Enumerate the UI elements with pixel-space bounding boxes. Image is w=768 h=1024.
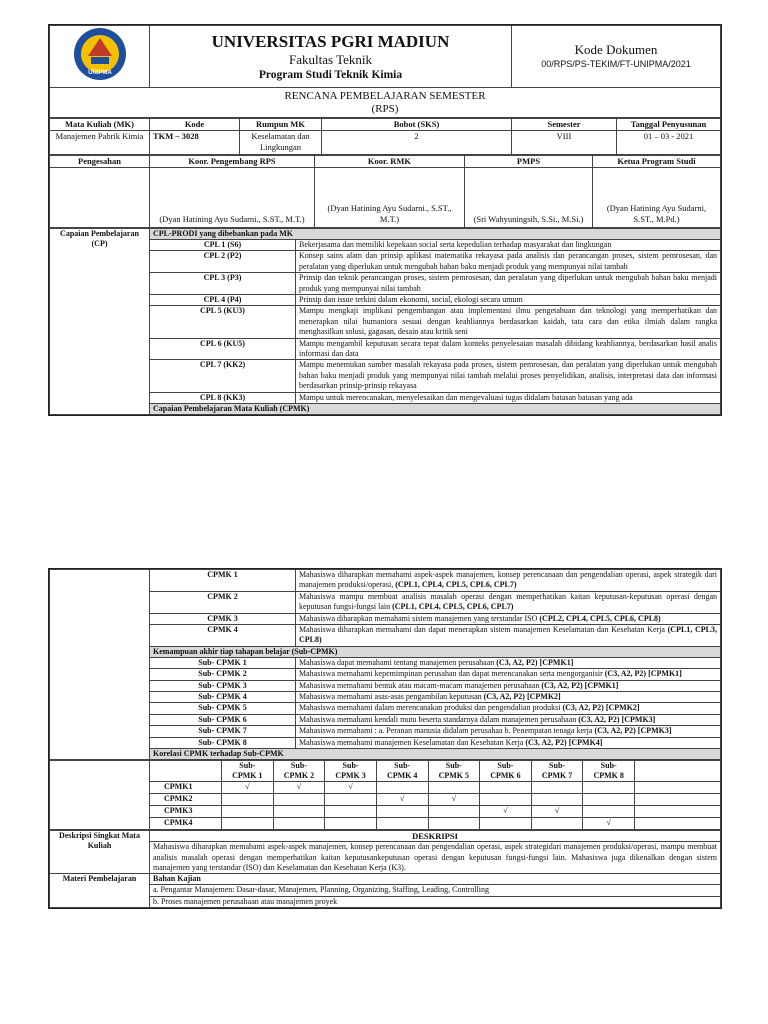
- logo-text: UNIPMA: [87, 70, 112, 76]
- matrix-cell: [325, 794, 377, 806]
- check-mark-icon: √: [531, 806, 583, 818]
- rps-page-2: [48, 568, 722, 909]
- signature-koor-rmk: (Dyan Hatining Ayu Sudarni., S.ST., M.T.): [315, 168, 465, 228]
- description-table: [49, 830, 721, 908]
- col-header-bobot: Bobot (SKS): [322, 119, 512, 131]
- matrix-cell: [480, 782, 532, 794]
- matrix-cell: [376, 818, 428, 830]
- table-row: Sub- CPMK 8 Mahasiswa memahami manajemen Keselamatan dan Kesehatan Kerja (C3, A2, P2) [CPMK4]: [50, 737, 721, 748]
- university-name: UNIVERSITAS PGRI MADIUN: [211, 31, 450, 51]
- matrix-cell: [531, 794, 583, 806]
- table-row: CPL 4 (P4) Prinsip dan issue terkini dalam ekonomi, social, ekologi secara umum: [50, 295, 721, 306]
- matrix-cell: [428, 806, 480, 818]
- table-row: CPL 1 (S6) Bekerjasama dan memiliki kepekaan social serta kepedulian terhadap masyarakat dan lingkungan: [50, 240, 721, 251]
- doc-code-label: Kode Dokumen: [574, 42, 658, 57]
- table-row: CPL 3 (P3) Prinsip dan teknik perancangan proses, sistem pemrosesan, dan peralatan yang diperlukan untuk mengubah bahan baku menjadi produk yang mempunyai nilai tambah: [50, 273, 721, 295]
- table-row: CPL 5 (KU3) Mampu mengkaji implikasi pengembangan atau implementasi ilmu pengetahuan dan teknologi yang memperhatikan dan menerapkan nilai humaniora sesuai dengan keahliannya berdasarkan kaidah, tata cara dan etika ilmiah dalam rangka menghasilkan solusi, gagasan, desain atau kritik seni: [50, 306, 721, 338]
- table-row: Sub- CPMK 6 Mahasiswa memahami kendali mutu beserta standarnya dalam manajemen perusahaan (C3, A2, P2) [CPMK3]: [50, 714, 721, 725]
- matrix-cell: [273, 818, 325, 830]
- col-header-mk: Mata Kuliah (MK): [50, 119, 150, 131]
- table-row: Sub- CPMK 4 Mahasiswa memahami asas-asas pengambilan keputusan (C3, A2, P2) [CPMK2]: [50, 692, 721, 703]
- matrix-cell: [273, 806, 325, 818]
- course-semester: VIII: [512, 131, 617, 155]
- approval-col-koor-rps: Koor. Pengembang RPS: [150, 156, 315, 168]
- rps-page-1: [48, 24, 722, 416]
- col-header-tanggal: Tanggal Penyusunan: [617, 119, 721, 131]
- col-header-semester: Semester: [512, 119, 617, 131]
- matrix-col-header: Sub- CPMK 8: [583, 761, 635, 782]
- correlation-matrix: [49, 760, 721, 830]
- approval-col-koor-rmk: Koor. RMK: [315, 156, 465, 168]
- matrix-cell: [222, 818, 274, 830]
- matrix-cell: [480, 794, 532, 806]
- table-row: CPMK 3 Mahasiswa diharapkan memahami sistem manajemen yang terstandar ISO (CPL2, CPL4, CPL5, CPL6, CPL8): [50, 613, 721, 624]
- check-mark-icon: √: [222, 782, 274, 794]
- cpl-section-header: CPL-PRODI yang dibebankan pada MK: [150, 229, 721, 240]
- table-row: Sub- CPMK 5 Mahasiswa memahami dalam merencanakan produksi dan pengendalian produksi (C3, A2, P2) [CPMK2]: [50, 703, 721, 714]
- approval-header: Pengesahan: [50, 156, 150, 168]
- check-mark-icon: √: [273, 782, 325, 794]
- description-text: Mahasiswa diharapkan memahami aspek-aspek manajemen, konsep perencanaan dan pengendalian operasi, aspek strategidari manajemen produksi/operasi, mampu membuat analisis masalah operasi dengan memperhatikan kaitan keputusankeputusan operasi dengan keputusan fungsi-fungsi lain. Mahasiswa juga dikenalkan dengan sistem manajemen yang terstandar (ISO) dan Keselamatan dan Kesehatan Kerja (K3).: [150, 842, 721, 874]
- table-row: Sub- CPMK 1 Mahasiswa dapat memahami tentang manajemen perusahaan (C3, A2, P2) [CPMK1]: [50, 657, 721, 668]
- table-row: [50, 782, 721, 794]
- matrix-cell: [583, 782, 635, 794]
- matrix-cell: [325, 806, 377, 818]
- table-row: CPMK 4 Mahasiswa diharapkan memahami dan dapat menerapkan sistem manajemen Keselamatan dan Kesehatan Kerja (CPL1, CPL3, CPL8): [50, 625, 721, 647]
- matrix-cell: [222, 806, 274, 818]
- course-code: TKM – 3028: [150, 131, 240, 155]
- col-header-rumpun: Rumpun MK: [240, 119, 322, 131]
- list-item: a. Pengantar Manajemen: Dasar-dasar, Manajemen, Planning, Organizing, Staffing, Leading, Controlling: [150, 885, 721, 896]
- matrix-cell: [222, 794, 274, 806]
- matrix-section-header: Korelasi CPMK terhadap Sub-CPMK: [150, 749, 721, 760]
- matrix-cell: [376, 806, 428, 818]
- check-mark-icon: √: [376, 794, 428, 806]
- materi-header: Bahan Kajian: [150, 874, 721, 885]
- check-mark-icon: √: [480, 806, 532, 818]
- matrix-col-header: Sub- CPMK 5: [428, 761, 480, 782]
- table-row: CPMK 2 Mahasiswa mampu membuat analisis masalah operasi dengan memperhatikan kaitan keputusan-keputusan operasi dengan keputusan fungsi-fungsi lain (CPL1, CPL4, CPL5, CPL6, CPL7): [50, 591, 721, 613]
- table-row: CPL 8 (KK3) Mampu untuk merencanakan, menyelesaikan dan mengevaluasi tugas didalam batasan batasan yang ada: [50, 392, 721, 403]
- cpmk-table: [49, 569, 721, 760]
- table-row: Sub- CPMK 7 Mahasiswa memahami : a. Peranan manusia didalam perusahaa b. Penempatan tenaga kerja (C3, A2, P2) [CPMK3]: [50, 726, 721, 737]
- unipma-logo-icon: [72, 26, 128, 82]
- table-row: CPL 7 (KK2) Mampu menemukan sumber masalah rekayasa pada proses, sistem pemrosesan, dan peralatan yang diperlukan untuk mengubah bahan baku menjadi produk yang mempunyai nilai tambah melalui proses penyelidikan, analisis, interpretasi data dan informasi berdasarkan prinsip-prinsip rekayasa: [50, 360, 721, 392]
- signature-pmps: (Sri Wahyuningsih, S.Si., M.Si.): [465, 168, 593, 228]
- table-row: CPMK 1 Mahasiswa diharapkan memahami aspek-aspek manajemen, konsep perencanaan dan pengendalian operasi, aspek strategik dari manajemen produksi/operasi, (CPL1, CPL4, CPL5, CPL6, CPL7): [50, 570, 721, 592]
- table-row: Sub- CPMK 3 Mahasiswa memahami bentuk atau macam-macam manajemen perusahaan (C3, A2, P2) [CPMK1]: [50, 680, 721, 691]
- cp-side-label: Capaian Pembelajaran (CP): [50, 229, 150, 415]
- table-row: [50, 794, 721, 806]
- matrix-row-label: CPMK4: [150, 818, 222, 830]
- matrix-cell: [428, 818, 480, 830]
- doc-code-value: 00/RPS/PS-TEKIM/FT-UNIPMA/2021: [541, 59, 691, 69]
- course-info-table: [49, 118, 721, 155]
- matrix-row-label: CPMK1: [150, 782, 222, 794]
- rps-title: RENCANA PEMBELAJARAN SEMESTER (RPS): [50, 88, 721, 118]
- matrix-col-header: Sub- CPMK 2: [273, 761, 325, 782]
- materi-side-label: Materi Pembelajaran: [50, 874, 150, 908]
- course-sks: 2: [322, 131, 512, 155]
- document-header: [49, 25, 721, 118]
- description-header: DESKRIPSI: [150, 831, 721, 842]
- course-date: 01 – 03 - 2021: [617, 131, 721, 155]
- faculty-name: Fakultas Teknik: [289, 51, 372, 67]
- matrix-cell: [480, 818, 532, 830]
- matrix-cell: [325, 818, 377, 830]
- matrix-col-header: Sub- CPMK 7: [531, 761, 583, 782]
- title-block: [150, 26, 512, 88]
- table-row: [50, 806, 721, 818]
- approval-col-pmps: PMPS: [465, 156, 593, 168]
- matrix-col-header: Sub- CPMK 4: [376, 761, 428, 782]
- matrix-cell: [583, 806, 635, 818]
- col-header-kode: Kode: [150, 119, 240, 131]
- matrix-col-header: Sub- CPMK 6: [480, 761, 532, 782]
- matrix-row-label: CPMK2: [150, 794, 222, 806]
- matrix-cell: [531, 782, 583, 794]
- table-row: CPL 6 (KU5) Mampu mengambil keputusan secara tepat dalam konteks penyelesaian masalah dibidang keahliannya, berdasarkan hasil analis informasi dan data: [50, 338, 721, 360]
- table-row: Sub- CPMK 2 Mahasiswa memahami kepemimpinan perusahan dan dapat merencanakan serta mengorganisir (C3, A2, P2) [CPMK1]: [50, 669, 721, 680]
- description-side-label: Deskripsi Singkat Mata Kuliah: [50, 831, 150, 874]
- signature-koor-rps: (Dyan Hatining Ayu Sudarni., S.ST., M.T.): [150, 168, 315, 228]
- matrix-cell: [531, 818, 583, 830]
- sub-cpmk-section-header: Kemampuan akhir tiap tahapan belajar (Sub-CPMK): [150, 646, 721, 657]
- matrix-col-header: Sub- CPMK 3: [325, 761, 377, 782]
- matrix-cell: [376, 782, 428, 794]
- table-row: CPL 2 (P2) Konsep sains alam dan prinsip aplikasi matematika rekayasa pada analisis dan perancangan proses, sistem pemrosesan, dan peralatan yang diperlukan untuk mengubah bahan baku menjadi produk yang mempunyai nilai tambah: [50, 251, 721, 273]
- matrix-col-header: Sub- CPMK 1: [222, 761, 274, 782]
- course-rumpun: Keselamatan dan Lingkungan: [240, 131, 322, 155]
- matrix-header-row: [50, 761, 721, 782]
- matrix-row-label: CPMK3: [150, 806, 222, 818]
- approval-col-kaprodi: Ketua Program Studi: [593, 156, 721, 168]
- cpmk-section-header: Capaian Pembelajaran Mata Kuliah (CPMK): [150, 404, 721, 415]
- matrix-cell: [273, 794, 325, 806]
- doc-code-block: [512, 26, 721, 88]
- program-name: Program Studi Teknik Kimia: [258, 68, 403, 81]
- matrix-cell: [583, 794, 635, 806]
- table-row: [50, 818, 721, 830]
- university-logo: [50, 26, 150, 88]
- check-mark-icon: √: [583, 818, 635, 830]
- check-mark-icon: √: [428, 794, 480, 806]
- cpl-table: [49, 228, 721, 415]
- course-name: Manajemen Pabrik Kimia: [50, 131, 150, 155]
- check-mark-icon: √: [325, 782, 377, 794]
- approval-table: [49, 155, 721, 228]
- list-item: b. Proses manajemen perusahaan atau manajemen proyek: [150, 896, 721, 907]
- matrix-cell: [428, 782, 480, 794]
- signature-kaprodi: (Dyan Hatining Ayu Sudarni, S.ST., M.Pd.): [593, 168, 721, 228]
